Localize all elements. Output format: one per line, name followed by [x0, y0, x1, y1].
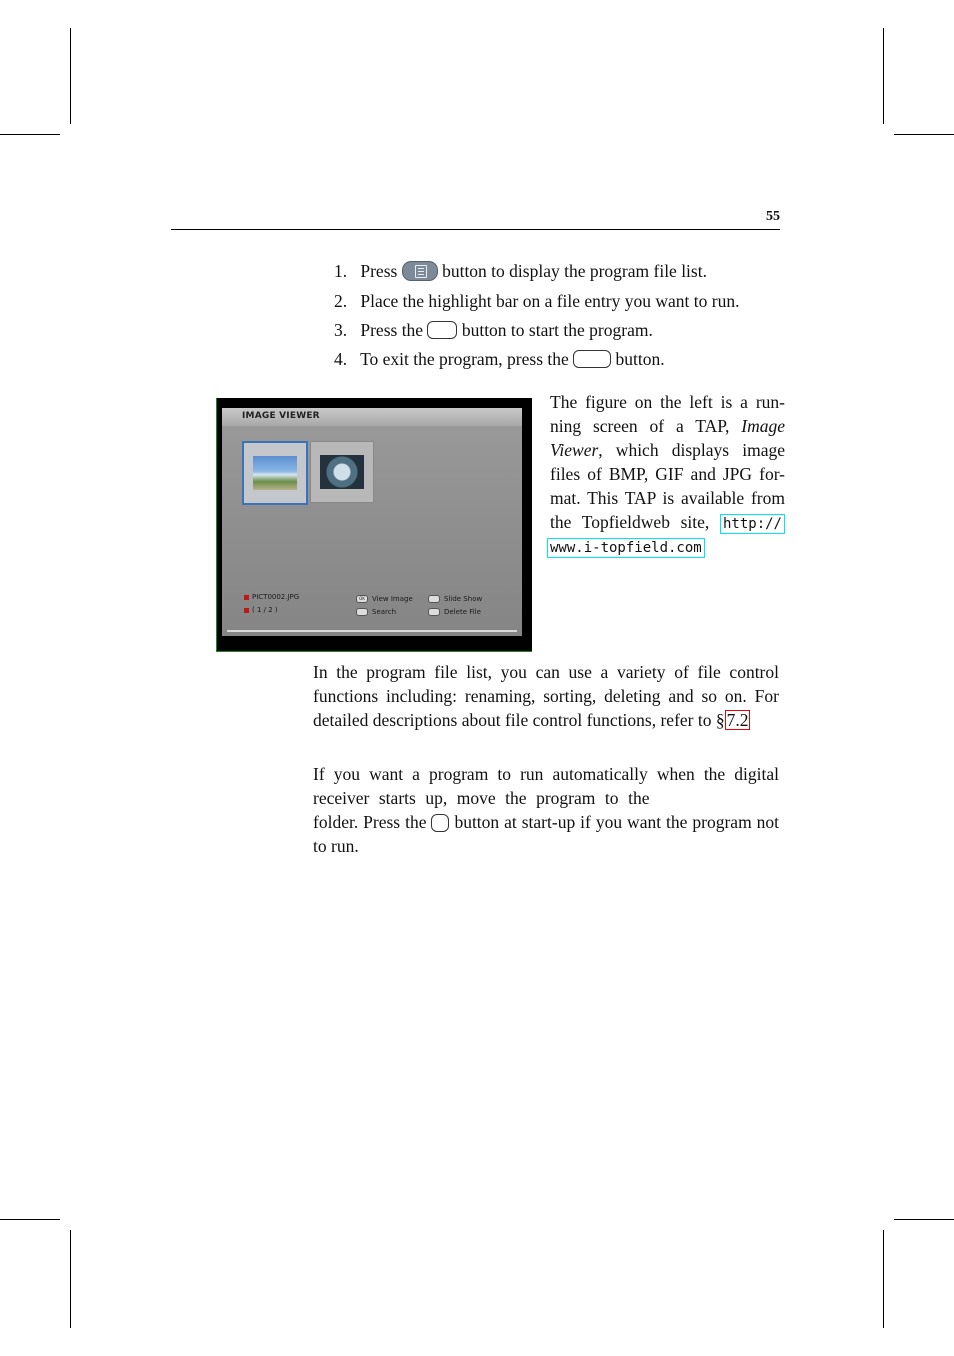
- crop-mark: [70, 28, 71, 124]
- image-viewer-screenshot: [216, 398, 532, 652]
- tv-screen: [222, 408, 522, 636]
- color-key-icon: [428, 608, 440, 616]
- thumbnail-selected: [242, 441, 308, 505]
- paragraph-file-control: [313, 660, 779, 732]
- italic-title: Image: [741, 416, 785, 436]
- header-rule: [171, 229, 780, 230]
- tree-photo-thumbnail: [253, 456, 297, 490]
- step-2: [334, 290, 739, 312]
- thumbnail: [310, 441, 374, 503]
- text-span: the Topfieldweb site,: [550, 512, 710, 532]
- step-text: button to start the program.: [461, 320, 653, 340]
- delete-file-label: Delete File: [444, 608, 481, 616]
- italic-title: Viewer: [550, 440, 599, 460]
- step-text: Press: [360, 261, 398, 281]
- step-1: [334, 260, 707, 283]
- crop-mark: [894, 1219, 954, 1220]
- crop-mark: [894, 134, 954, 135]
- step-4: [334, 348, 665, 370]
- slide-show-hint: [428, 595, 482, 603]
- step-text: Place the highlight bar on a file entry you want to run.: [360, 291, 740, 311]
- paragraph-text: folder. Press the: [313, 812, 427, 832]
- view-image-label: View Image: [372, 595, 413, 603]
- ok-button-icon: [427, 321, 457, 339]
- paragraph-autostart: [313, 762, 779, 858]
- crop-mark: [883, 28, 884, 124]
- step-text: button.: [615, 349, 665, 369]
- paragraph-text: button at start-up if you want the program not to run.: [313, 812, 780, 856]
- text-span: , which displays image: [598, 440, 785, 460]
- step-text: button to display the program file list.: [442, 261, 707, 281]
- slide-show-label: Slide Show: [444, 595, 483, 603]
- text-line: [550, 438, 785, 462]
- crop-mark: [883, 1230, 884, 1328]
- skip-button-icon: [431, 814, 449, 832]
- text-line: The figure on the left is a run-: [550, 392, 785, 412]
- page-indicator-row: [244, 606, 278, 614]
- section-reference-link[interactable]: 7.2: [726, 710, 749, 730]
- text-span: ning screen of a TAP,: [550, 416, 730, 436]
- page-indicator: ( 1 / 2 ): [252, 606, 278, 614]
- ok-key-icon: OK: [356, 595, 368, 603]
- crop-mark: [70, 1230, 71, 1328]
- list-button-icon: [402, 261, 438, 281]
- figure-caption-text: [550, 390, 785, 558]
- screen-title: IMAGE VIEWER: [242, 411, 320, 421]
- text-line: files of BMP, GIF and JPG for-: [550, 464, 785, 484]
- step-number: 2.: [334, 291, 348, 311]
- search-label: Search: [372, 608, 397, 616]
- page-number: 55: [766, 209, 780, 224]
- step-text: Press the: [360, 320, 424, 340]
- text-line: mat. This TAP is available from: [550, 488, 785, 508]
- text-line: [550, 414, 785, 438]
- view-image-hint: [356, 595, 413, 603]
- crop-mark: [0, 134, 60, 135]
- step-number: 1.: [334, 261, 348, 281]
- text-line: [547, 534, 785, 558]
- step-3: [334, 319, 653, 341]
- step-number: 4.: [334, 349, 348, 369]
- text-line: [550, 510, 785, 534]
- bottom-rule: [227, 630, 517, 632]
- globe-photo-thumbnail: [320, 455, 364, 489]
- exit-button-icon: [573, 350, 611, 368]
- step-number: 3.: [334, 320, 348, 340]
- step-text: To exit the program, press the: [360, 349, 569, 369]
- title-bar: [222, 408, 522, 426]
- paragraph-text: If you want a program to run automatically when the digital receiver starts up, move the program to the: [313, 764, 779, 808]
- topfield-link[interactable]: http://: [720, 514, 785, 534]
- color-key-icon: [428, 595, 440, 603]
- file-name-row: [244, 593, 299, 601]
- file-name: PICT0002.JPG: [252, 593, 300, 601]
- crop-mark: [0, 1219, 60, 1220]
- arrow-keys-icon: [356, 608, 368, 616]
- topfield-link[interactable]: www.i-topfield.com: [547, 538, 705, 558]
- search-hint: [356, 608, 396, 616]
- paragraph-text: In the program file list, you can use a variety of file control functions including: renaming, sorting, deleting and so on. For detailed descriptions about file control functions, refer to §: [313, 662, 779, 730]
- delete-file-hint: [428, 608, 481, 616]
